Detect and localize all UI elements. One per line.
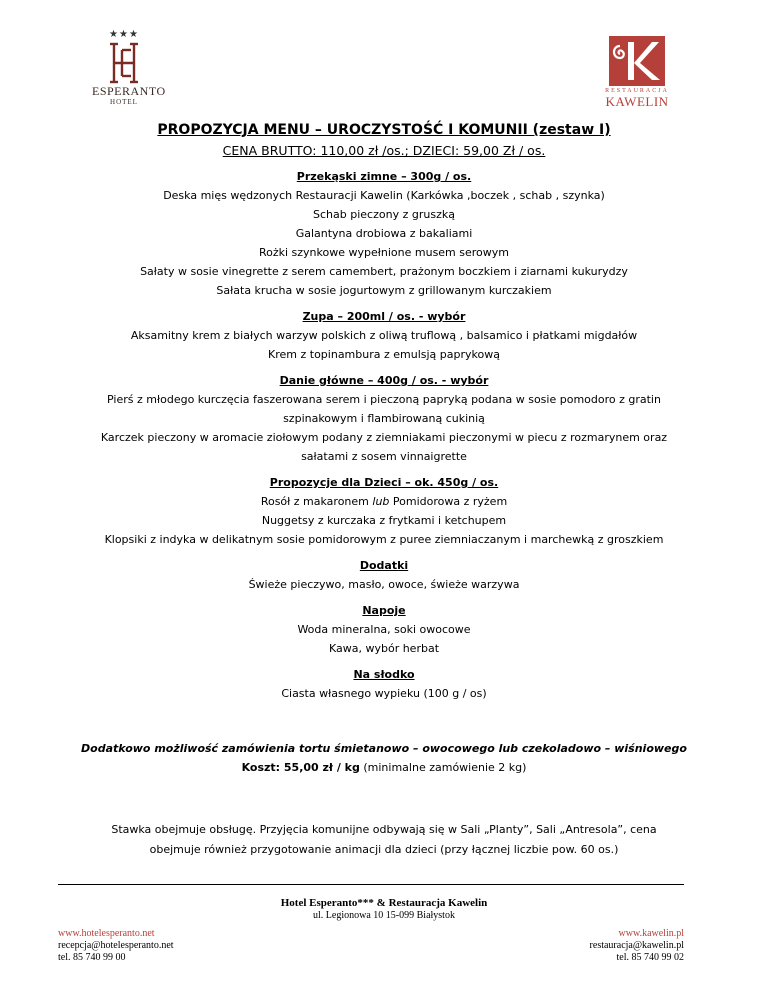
menu-item: Galantyna drobiowa z bakaliami (295, 227, 473, 240)
section-extras (60, 557, 708, 594)
section-title: Danie główne – 400g / os. - wybór (279, 374, 489, 387)
section-title: Przekąski zimne – 300g / os. (296, 170, 472, 183)
cake-cost: Koszt: 55,00 zł / kg (241, 761, 360, 774)
hotel-email[interactable]: recepcja@hotelesperanto.net (58, 940, 174, 951)
section-drinks (60, 602, 708, 658)
menu-item: Karczek pieczony w aromacie ziołowym podany z ziemniakami pieczonymi w piecu z rozmarynem oraz (100, 431, 668, 444)
section-title: Propozycje dla Dzieci – ok. 450g / os. (269, 476, 499, 489)
restaurant-phone: tel. 85 740 99 02 (616, 952, 684, 963)
section-soup (60, 308, 708, 364)
soup-choice-first: Rosół z makaronem (260, 495, 373, 508)
section-main-course (60, 372, 708, 466)
restaurant-logo-sub: RESTAURACJA (605, 88, 669, 94)
footer-divider (58, 884, 684, 885)
restaurant-kawelin-logo (602, 36, 672, 108)
footer-hotel-contact (58, 928, 174, 964)
section-cold-starters (60, 168, 708, 300)
hotel-esperanto-logo (92, 29, 166, 106)
menu-item: Sałaty w sosie vinegrette z serem camembert, prażonym boczkiem i ziarnami kukurydzy (140, 265, 628, 278)
footer-center (0, 897, 768, 922)
footer-restaurant-contact (590, 928, 684, 964)
soup-choice-second: Pomidorowa z ryżem (389, 495, 508, 508)
hotel-he-monogram-icon (109, 42, 139, 84)
hotel-phone: tel. 85 740 99 00 (58, 952, 126, 963)
restaurant-logo-name: KAWELIN (605, 94, 669, 109)
menu-item: Sałata krucha w sosie jogurtowym z grillowanym kurczakiem (216, 284, 552, 297)
hotel-logo-name: ESPERANTO (92, 84, 166, 98)
rate-note (60, 820, 708, 860)
section-title: Zupa – 200ml / os. - wybór (302, 310, 466, 323)
restaurant-email[interactable]: restauracja@kawelin.pl (589, 940, 684, 951)
menu-item: Pierś z młodego kurczęcia faszerowana serem i pieczoną papryką podana w sosie pomodoro z gratin (107, 393, 661, 406)
kawelin-k-icon (606, 36, 668, 86)
menu-price: CENA BRUTTO: 110,00 zł /os.; DZIECI: 59,00 Zł / os. (222, 143, 546, 158)
menu-title: PROPOZYCJA MENU – UROCZYSTOŚĆ I KOMUNII (zestaw I) (157, 122, 611, 138)
menu-item: Woda mineralna, soki owocowe (297, 623, 471, 636)
hotel-website-link[interactable]: www.hotelesperanto.net (58, 928, 155, 939)
footer-address: ul. Legionowa 10 15-099 Białystok (313, 910, 455, 921)
menu-item: Rożki szynkowe wypełnione musem serowym (258, 246, 510, 259)
menu-item: sałatami z sosem vinnaigrette (301, 450, 467, 463)
menu-item: Deska mięs wędzonych Restauracji Kawelin (Karkówka ,boczek , schab , szynka) (163, 189, 605, 202)
hotel-logo-sub: HOTEL (110, 98, 138, 106)
section-desserts (60, 666, 708, 703)
menu-item: Kawa, wybór herbat (328, 642, 440, 655)
menu-item: szpinakowym i flambirowaną cukinią (283, 412, 485, 425)
section-kids (60, 474, 708, 549)
menu-item: Krem z topinambura z emulsją paprykową (268, 348, 500, 361)
section-title: Napoje (362, 604, 406, 617)
restaurant-website-link[interactable]: www.kawelin.pl (618, 928, 684, 939)
cake-cost-line (60, 758, 708, 777)
menu-item: Świeże pieczywo, masło, owoce, świeże warzywa (248, 578, 520, 591)
section-title: Na słodko (353, 668, 415, 681)
menu-item: Nuggetsy z kurczaka z frytkami i ketchupem (261, 514, 507, 527)
menu-item-soup-choice (60, 492, 708, 511)
rate-note-line: obejmuje również przygotowanie animacji dla dzieci (przy łącznej liczbie pow. 60 os.) (149, 843, 619, 856)
menu-item: Ciasta własnego wypieku (100 g / os) (281, 687, 487, 700)
rate-note-line: Stawka obejmuje obsługę. Przyjęcia komunijne odbywają się w Sali „Planty”, Sali „Antresola”, cena (111, 823, 657, 836)
cake-offer-note (60, 739, 708, 777)
cake-minimum: (minimalne zamówienie 2 kg) (359, 761, 527, 774)
footer-company-name: Hotel Esperanto*** & Restauracja Kawelin (280, 897, 488, 909)
section-title: Dodatki (359, 559, 409, 572)
soup-choice-or: lub (372, 495, 390, 508)
menu-item: Klopsiki z indyka w delikatnym sosie pomidorowym z puree ziemniaczanym i marchewką z groszkiem (104, 533, 664, 546)
menu-item: Schab pieczony z gruszką (313, 208, 455, 221)
menu-item: Aksamitny krem z białych warzyw polskich z oliwą truflową , balsamico i płatkami migdałów (130, 329, 638, 342)
hotel-stars: ★★★ (109, 29, 139, 40)
menu-content (60, 120, 708, 860)
cake-offer-text: Dodatkowo możliwość zamówienia tortu śmietanowo – owocowego lub czekoladowo – wiśniowego (81, 742, 687, 755)
